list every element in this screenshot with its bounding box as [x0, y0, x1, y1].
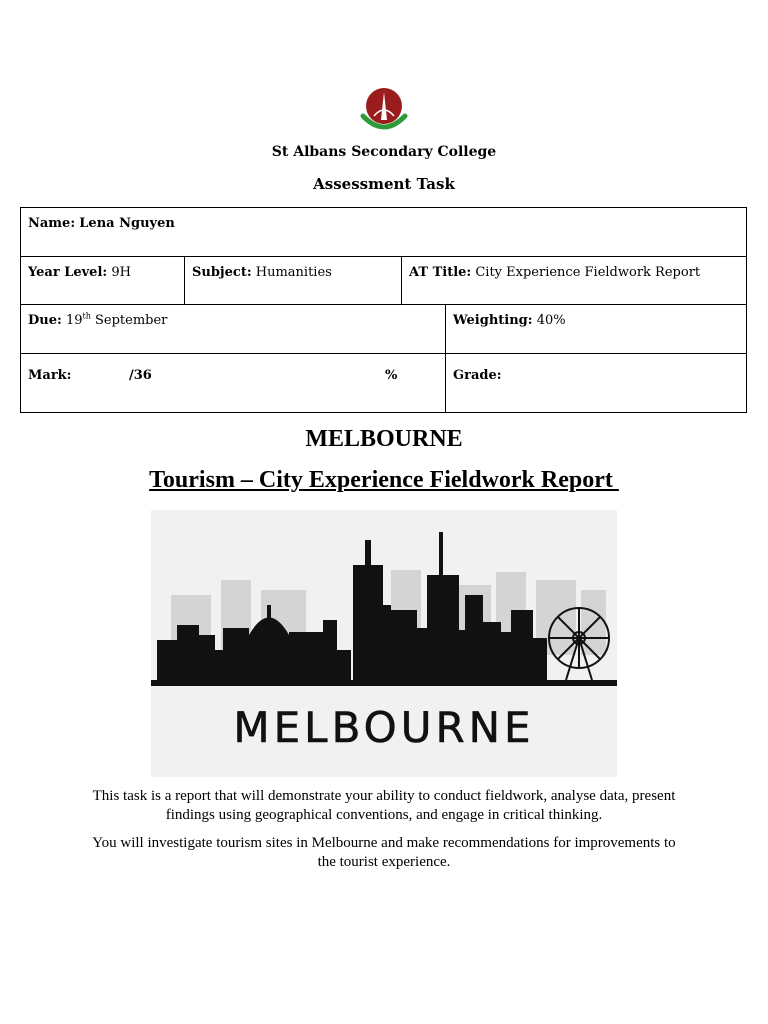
mark-label: Mark:	[28, 368, 72, 383]
melbourne-skyline-image	[151, 510, 617, 777]
due-cell	[21, 305, 445, 353]
year-level-cell	[21, 257, 184, 304]
weighting-value: 40%	[536, 313, 566, 328]
weighting-cell	[445, 305, 746, 353]
intro-paragraph-1: This task is a report that will demonstrate your ability to conduct fieldwork, analyse data, present findings using geographical conventions, and engage in critical thinking.	[92, 788, 676, 823]
year-level-value: 9H	[111, 265, 131, 280]
name-cell	[21, 208, 746, 256]
due-day-suffix: th	[82, 311, 91, 321]
school-name: St Albans Secondary College	[271, 144, 497, 160]
report-title	[0, 467, 768, 494]
banner-word: MELBOURNE	[233, 703, 535, 752]
subject-value: Humanities	[255, 265, 332, 280]
name-value: Lena Nguyen	[79, 216, 175, 231]
name-row	[21, 208, 746, 257]
school-logo	[359, 86, 409, 134]
grade-label: Grade:	[453, 368, 502, 383]
mark-percent: %	[385, 368, 398, 383]
report-title-text: Tourism – City Experience Fieldwork Report	[149, 467, 619, 493]
due-weighting-row	[21, 305, 746, 354]
mark-cell	[21, 354, 445, 412]
at-title-label: AT Title:	[409, 265, 472, 280]
due-label: Due:	[28, 313, 62, 328]
year-subject-row	[21, 257, 746, 305]
year-level-label: Year Level:	[28, 265, 108, 280]
mark-out-of: /36	[129, 368, 152, 383]
at-title-value: City Experience Fieldwork Report	[475, 265, 701, 280]
due-day: 19	[65, 313, 83, 328]
mark-grade-row	[21, 354, 746, 412]
subject-label: Subject:	[192, 265, 252, 280]
grade-cell	[445, 354, 746, 412]
subject-cell	[184, 257, 401, 304]
intro-paragraph-2: You will investigate tourism sites in Melbourne and make recommendations for improvements to the tourist experience.	[92, 835, 676, 870]
due-month: September	[95, 313, 168, 328]
city-heading: MELBOURNE	[305, 426, 463, 452]
weighting-label: Weighting:	[453, 313, 533, 328]
task-type-heading: Assessment Task	[313, 175, 455, 193]
assessment-info-table	[20, 207, 747, 413]
at-title-cell	[401, 257, 746, 304]
name-label: Name:	[28, 216, 76, 231]
